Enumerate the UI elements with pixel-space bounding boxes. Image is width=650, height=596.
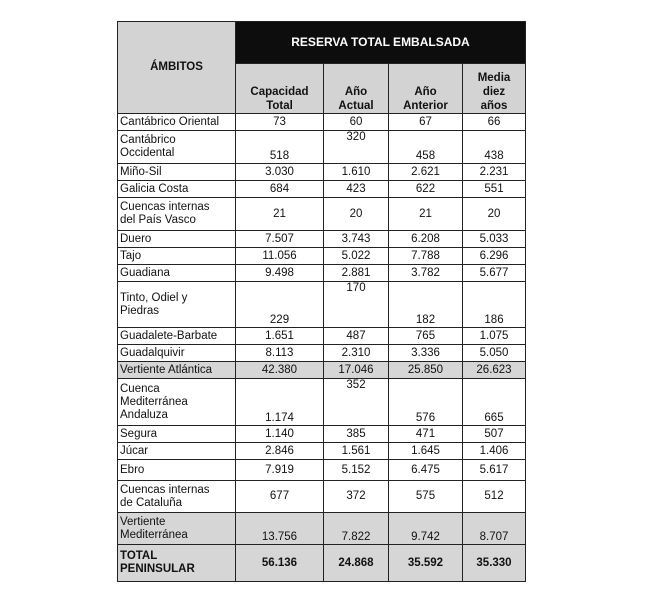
table-row bbox=[118, 231, 526, 248]
table-row bbox=[118, 248, 526, 265]
reserve-total-banner: RESERVA TOTAL EMBALSADA bbox=[236, 22, 526, 64]
table-row bbox=[118, 164, 526, 181]
cell-previous-year: 9.742 bbox=[389, 513, 463, 545]
cell-previous-year: 765 bbox=[389, 328, 463, 345]
cell-ten-year-average: 551 bbox=[463, 181, 526, 198]
row-name: Guadalete-Barbate bbox=[118, 328, 236, 345]
cell-ten-year-average: 1.075 bbox=[463, 328, 526, 345]
table-row bbox=[118, 481, 526, 513]
cell-ten-year-average: 2.231 bbox=[463, 164, 526, 181]
cell-previous-year: 21 bbox=[389, 198, 463, 231]
table-row bbox=[118, 198, 526, 231]
cell-current-year: 372 bbox=[324, 481, 389, 513]
cell-previous-year: 3.782 bbox=[389, 265, 463, 282]
cell-previous-year: 576 bbox=[389, 379, 463, 426]
cell-ten-year-average: 507 bbox=[463, 426, 526, 443]
cell-current-year: 1.610 bbox=[324, 164, 389, 181]
cell-capacity: 684 bbox=[236, 181, 324, 198]
cell-current-year: 2.881 bbox=[324, 265, 389, 282]
cell-ten-year-average: 5.050 bbox=[463, 345, 526, 362]
table-body bbox=[118, 114, 526, 582]
row-name: TOTAL PENINSULAR bbox=[118, 545, 236, 582]
cell-capacity: 7.919 bbox=[236, 460, 324, 481]
cell-capacity: 677 bbox=[236, 481, 324, 513]
row-name: Cuencas internas del País Vasco bbox=[118, 198, 236, 231]
cell-current-year: 5.022 bbox=[324, 248, 389, 265]
cell-current-year: 385 bbox=[324, 426, 389, 443]
cell-current-year: 17.046 bbox=[324, 362, 389, 379]
cell-previous-year: 1.645 bbox=[389, 443, 463, 460]
row-name: Cuencas internas de Cataluña bbox=[118, 481, 236, 513]
row-name: Miño-Sil bbox=[118, 164, 236, 181]
row-name: Vertiente Mediterránea bbox=[118, 513, 236, 545]
row-name: Vertiente Atlántica bbox=[118, 362, 236, 379]
cell-capacity: 1.140 bbox=[236, 426, 324, 443]
cell-previous-year: 67 bbox=[389, 114, 463, 131]
table-row bbox=[118, 460, 526, 481]
column-header-ten-year-average: Media diez años bbox=[463, 64, 526, 114]
table-row bbox=[118, 181, 526, 198]
cell-capacity: 73 bbox=[236, 114, 324, 131]
cell-capacity: 11.056 bbox=[236, 248, 324, 265]
column-header-current-year: Año Actual bbox=[324, 64, 389, 114]
cell-ten-year-average: 5.033 bbox=[463, 231, 526, 248]
row-name: Galicia Costa bbox=[118, 181, 236, 198]
table-row bbox=[118, 265, 526, 282]
row-name: Cantábrico Occidental bbox=[118, 131, 236, 164]
table-row bbox=[118, 379, 526, 426]
cell-ten-year-average: 35.330 bbox=[463, 545, 526, 582]
cell-current-year: 170 bbox=[324, 282, 389, 328]
cell-previous-year: 3.336 bbox=[389, 345, 463, 362]
table-row bbox=[118, 345, 526, 362]
cell-current-year: 60 bbox=[324, 114, 389, 131]
cell-ten-year-average: 5.677 bbox=[463, 265, 526, 282]
subtotal-row bbox=[118, 362, 526, 379]
cell-capacity: 1.174 bbox=[236, 379, 324, 426]
cell-previous-year: 458 bbox=[389, 131, 463, 164]
column-header-previous-year: Año Anterior bbox=[389, 64, 463, 114]
header-row-top bbox=[118, 22, 526, 64]
cell-ten-year-average: 20 bbox=[463, 198, 526, 231]
cell-capacity: 7.507 bbox=[236, 231, 324, 248]
cell-current-year: 423 bbox=[324, 181, 389, 198]
cell-previous-year: 471 bbox=[389, 426, 463, 443]
table-row bbox=[118, 114, 526, 131]
cell-capacity: 229 bbox=[236, 282, 324, 328]
ambitos-header: ÁMBITOS bbox=[118, 22, 236, 114]
cell-previous-year: 2.621 bbox=[389, 164, 463, 181]
cell-current-year: 320 bbox=[324, 131, 389, 164]
cell-ten-year-average: 438 bbox=[463, 131, 526, 164]
cell-current-year: 487 bbox=[324, 328, 389, 345]
cell-current-year: 5.152 bbox=[324, 460, 389, 481]
cell-ten-year-average: 26.623 bbox=[463, 362, 526, 379]
cell-current-year: 1.561 bbox=[324, 443, 389, 460]
cell-capacity: 8.113 bbox=[236, 345, 324, 362]
total-row bbox=[118, 545, 526, 582]
table-row bbox=[118, 328, 526, 345]
cell-current-year: 7.822 bbox=[324, 513, 389, 545]
row-name: Cuenca Mediterránea Andaluza bbox=[118, 379, 236, 426]
cell-previous-year: 622 bbox=[389, 181, 463, 198]
row-name: Júcar bbox=[118, 443, 236, 460]
cell-previous-year: 6.475 bbox=[389, 460, 463, 481]
table-row bbox=[118, 131, 526, 164]
cell-capacity: 9.498 bbox=[236, 265, 324, 282]
subtotal-row bbox=[118, 513, 526, 545]
cell-ten-year-average: 512 bbox=[463, 481, 526, 513]
cell-capacity: 3.030 bbox=[236, 164, 324, 181]
cell-ten-year-average: 66 bbox=[463, 114, 526, 131]
cell-current-year: 20 bbox=[324, 198, 389, 231]
cell-capacity: 21 bbox=[236, 198, 324, 231]
cell-current-year: 2.310 bbox=[324, 345, 389, 362]
row-name: Tajo bbox=[118, 248, 236, 265]
cell-previous-year: 7.788 bbox=[389, 248, 463, 265]
row-name: Guadalquivir bbox=[118, 345, 236, 362]
cell-ten-year-average: 5.617 bbox=[463, 460, 526, 481]
table-row bbox=[118, 443, 526, 460]
cell-capacity: 1.651 bbox=[236, 328, 324, 345]
cell-current-year: 352 bbox=[324, 379, 389, 426]
row-name: Segura bbox=[118, 426, 236, 443]
cell-current-year: 3.743 bbox=[324, 231, 389, 248]
column-header-capacity: Capacidad Total bbox=[236, 64, 324, 114]
cell-ten-year-average: 8.707 bbox=[463, 513, 526, 545]
row-name: Guadiana bbox=[118, 265, 236, 282]
cell-ten-year-average: 1.406 bbox=[463, 443, 526, 460]
row-name: Tinto, Odiel y Piedras bbox=[118, 282, 236, 328]
cell-current-year: 24.868 bbox=[324, 545, 389, 582]
row-name: Duero bbox=[118, 231, 236, 248]
row-name: Cantábrico Oriental bbox=[118, 114, 236, 131]
cell-ten-year-average: 665 bbox=[463, 379, 526, 426]
cell-capacity: 2.846 bbox=[236, 443, 324, 460]
cell-ten-year-average: 186 bbox=[463, 282, 526, 328]
cell-previous-year: 25.850 bbox=[389, 362, 463, 379]
row-name: Ebro bbox=[118, 460, 236, 481]
cell-previous-year: 182 bbox=[389, 282, 463, 328]
cell-previous-year: 35.592 bbox=[389, 545, 463, 582]
cell-previous-year: 575 bbox=[389, 481, 463, 513]
cell-ten-year-average: 6.296 bbox=[463, 248, 526, 265]
cell-capacity: 518 bbox=[236, 131, 324, 164]
cell-capacity: 42.380 bbox=[236, 362, 324, 379]
table-row bbox=[118, 426, 526, 443]
cell-capacity: 13.756 bbox=[236, 513, 324, 545]
cell-previous-year: 6.208 bbox=[389, 231, 463, 248]
table-row bbox=[118, 282, 526, 328]
reservoir-reserve-table bbox=[117, 21, 526, 582]
cell-capacity: 56.136 bbox=[236, 545, 324, 582]
